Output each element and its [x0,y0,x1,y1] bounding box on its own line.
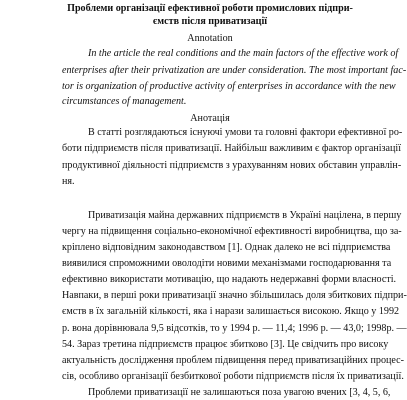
body-line-1: Приватизація майна державних підприємств в Україні націлена, в першу [88,209,402,221]
annotation-en-heading: Annotation [187,33,233,45]
body-line-11: сів, особливо організації безбиткової роботи підприємств після їх приватизації. [62,370,404,382]
annotation-ua-heading: Анотація [190,112,230,124]
body-line-3: кріплено відповідним законодавством [1]. Однак далеко не всі підприємства [62,241,391,253]
annotation-ua-line-3: продуктивної діяльності підприємств з урахуванням нових обставин управлін- [62,159,402,171]
annotation-ua-line-4: ня. [62,175,75,187]
annotation-en-line-3: tor is organization of productive activity of enterprises in accordance with the new [62,80,396,92]
annotation-ua-line-2: боти підприємств після приватизації. Найбільш важливим є фактор організації [62,143,401,155]
annotation-ua-line-1: В статті розглядаються існуючі умови та головні фактори ефективної ро- [88,127,403,139]
body-line-10: актуальність дослідження проблем підвищення перед приватизаційних процес- [62,354,404,366]
body-line-8: р. вона дорівнювала 9,5 відсотків, то у 1994 р. — 11,4; 1996 р. — 43,0; 1998р. — [62,322,407,334]
title-line-1: Проблеми організації ефективної роботи промислових підпри- [67,2,353,14]
annotation-en-line-2: enterprises after their privatization are under consideration. The most important fac- [62,64,407,76]
title-line-2: ємств після приватизації [152,16,268,28]
body-line-12: Проблеми приватизації не залишаються поза увагою вчених [3, 4, 5, 6, [88,387,391,398]
body-line-7: ємств в їх загальній кількості, яка і нарази залишається високою. Якщо у 1992 [62,306,400,318]
body-line-6: Навпаки, в перші роки приватизації значно збільшилась доля збиткових підпри- [62,290,407,302]
body-line-2: чергу на підвищення соціально-економічної ефективності виробництва, що за- [62,225,402,237]
annotation-en-line-1: In the article the real conditions and the main factors of the effective work of [88,48,399,60]
body-line-5: ефективно використати мотивацію, що надають недержавні форми власності. [62,274,397,286]
body-line-9: 54. Зараз третина підприємств працює збитково [3]. Це свідчить про високу [62,338,389,350]
annotation-en-line-4: circumstances of management. [62,95,187,107]
body-line-4: виявилися спроможними оволодіти новими механізмами господарювання та [62,258,392,270]
